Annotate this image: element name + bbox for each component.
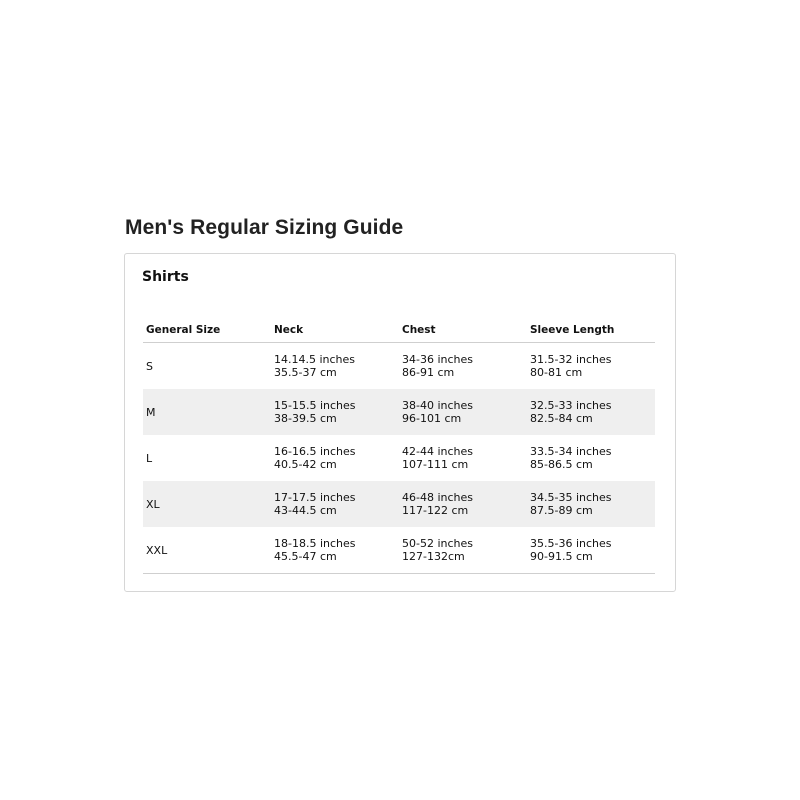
chest-cm: 96-101 cm <box>402 412 462 425</box>
chest-cm: 107-111 cm <box>402 458 469 471</box>
neck-cm: 40.5-42 cm <box>274 458 337 471</box>
table-row <box>143 435 655 481</box>
section-title: Shirts <box>142 269 189 285</box>
chest-cell <box>399 435 527 481</box>
size-label: M <box>146 405 156 419</box>
sleeve-cell <box>527 435 655 481</box>
sleeve-cell <box>527 343 655 390</box>
neck-inches: 17-17.5 inches <box>274 491 356 504</box>
size-label: L <box>146 451 153 465</box>
chest-cell <box>399 481 527 527</box>
sizing-table <box>143 322 655 574</box>
neck-cell <box>271 481 399 527</box>
size-cell <box>143 527 271 574</box>
neck-cell <box>271 435 399 481</box>
chest-inches: 50-52 inches <box>402 537 474 550</box>
header-neck: Neck <box>271 322 399 343</box>
size-cell <box>143 389 271 435</box>
neck-inches: 18-18.5 inches <box>274 537 356 550</box>
sleeve-inches: 33.5-34 inches <box>530 445 612 458</box>
chest-inches: 34-36 inches <box>402 353 474 366</box>
sleeve-cell <box>527 389 655 435</box>
chest-inches: 38-40 inches <box>402 399 474 412</box>
neck-inches: 16-16.5 inches <box>274 445 356 458</box>
sleeve-inches: 31.5-32 inches <box>530 353 612 366</box>
sleeve-inches: 35.5-36 inches <box>530 537 612 550</box>
header-chest: Chest <box>399 322 527 343</box>
table-row <box>143 389 655 435</box>
chest-inches: 46-48 inches <box>402 491 474 504</box>
size-cell <box>143 343 271 390</box>
sleeve-cm: 90-91.5 cm <box>530 550 593 563</box>
sleeve-cell <box>527 481 655 527</box>
sleeve-inches: 32.5-33 inches <box>530 399 612 412</box>
sleeve-cm: 85-86.5 cm <box>530 458 593 471</box>
neck-cm: 45.5-47 cm <box>274 550 337 563</box>
neck-cell <box>271 527 399 574</box>
chest-cell <box>399 343 527 390</box>
neck-cell <box>271 343 399 390</box>
neck-cell <box>271 389 399 435</box>
chest-inches: 42-44 inches <box>402 445 474 458</box>
sleeve-cell <box>527 527 655 574</box>
chest-cm: 86-91 cm <box>402 366 455 379</box>
sleeve-inches: 34.5-35 inches <box>530 491 612 504</box>
chest-cell <box>399 389 527 435</box>
neck-cm: 43-44.5 cm <box>274 504 337 517</box>
header-general-size: General Size <box>143 322 271 343</box>
chest-cm: 117-122 cm <box>402 504 469 517</box>
chest-cell <box>399 527 527 574</box>
sleeve-cm: 82.5-84 cm <box>530 412 593 425</box>
sizing-card <box>124 253 676 592</box>
table-row <box>143 343 655 390</box>
size-cell <box>143 435 271 481</box>
neck-cm: 35.5-37 cm <box>274 366 337 379</box>
sleeve-cm: 87.5-89 cm <box>530 504 593 517</box>
table-header-row <box>143 322 655 343</box>
chest-cm: 127-132cm <box>402 550 465 563</box>
neck-inches: 15-15.5 inches <box>274 399 356 412</box>
neck-cm: 38-39.5 cm <box>274 412 337 425</box>
page-title: Men's Regular Sizing Guide <box>125 216 404 239</box>
size-cell <box>143 481 271 527</box>
size-label: XL <box>146 497 160 511</box>
table-row <box>143 481 655 527</box>
size-label: S <box>146 359 153 373</box>
size-label: XXL <box>146 543 168 557</box>
sleeve-cm: 80-81 cm <box>530 366 583 379</box>
header-sleeve-length: Sleeve Length <box>527 322 655 343</box>
table-row <box>143 527 655 574</box>
neck-inches: 14.14.5 inches <box>274 353 356 366</box>
